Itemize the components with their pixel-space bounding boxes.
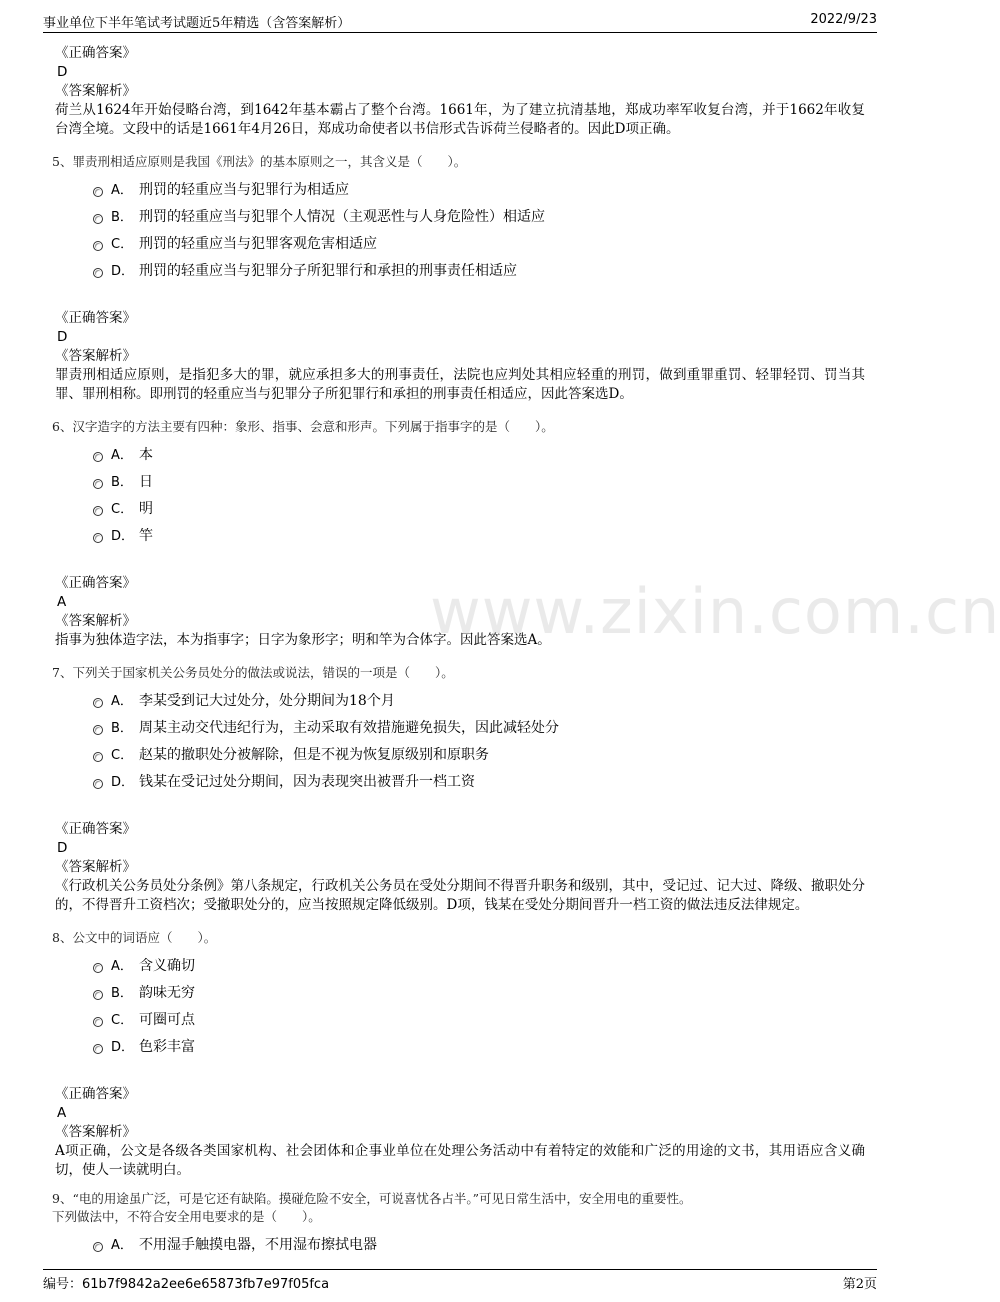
option-text: 韵味无穷 (139, 984, 195, 1001)
option-letter: B． (111, 986, 133, 1001)
option-letter: C． (111, 502, 134, 517)
option-letter: A． (111, 694, 133, 709)
explanation-label: 《答案解析》 (55, 348, 136, 364)
question-stem: 8、公文中的词语应（ ）。 (52, 930, 217, 945)
option-a[interactable] (93, 175, 865, 202)
option-text: 李某受到记大过处分，处分期间为18个月 (139, 692, 395, 709)
option-d[interactable] (93, 256, 865, 283)
radio-icon[interactable] (93, 1044, 103, 1054)
radio-icon[interactable] (93, 479, 103, 489)
explanation-text: 《行政机关公务员处分条例》第八条规定，行政机关公务员在受处分期间不得晋升职务和级别，其中，受记过、记大过、降级、撤职处分的，不得晋升工资档次；受撤职处分的，应当按照规定降低级别。D项，钱某在受处分期间晋升一档工资的做法违反法律规定。 (55, 878, 865, 913)
option-letter: A． (111, 448, 133, 463)
option-letter: B． (111, 475, 133, 490)
q4-answer-block (55, 44, 865, 139)
option-text: 本 (139, 446, 153, 463)
option-text: 刑罚的轻重应当与犯罪行为相适应 (139, 181, 349, 198)
question-stem: 7、下列关于国家机关公务员处分的做法或说法，错误的一项是（ ）。 (52, 665, 454, 680)
question-9 (52, 1190, 865, 1257)
option-text: 赵某的撤职处分被解除，但是不视为恢复原级别和原职务 (139, 746, 489, 763)
option-text: 日 (139, 473, 153, 490)
option-text: 钱某在受记过处分期间，因为表现突出被晋升一档工资 (139, 773, 475, 790)
radio-icon[interactable] (93, 752, 103, 762)
answer-label: 《正确答案》 (55, 45, 136, 61)
option-d[interactable] (93, 1032, 865, 1059)
option-letter: A． (111, 183, 133, 198)
question-8 (52, 929, 865, 1180)
option-c[interactable] (93, 740, 865, 767)
answer-value: D (57, 64, 68, 80)
answer-value: D (57, 329, 68, 345)
option-text: 不用湿手触摸电器，不用湿布擦拭电器 (139, 1236, 377, 1253)
option-b[interactable] (93, 202, 865, 229)
question-6 (52, 418, 865, 650)
question-stem: 6、汉字造字的方法主要有四种：象形、指事、会意和形声。下列属于指事字的是（ ）。 (52, 419, 554, 434)
option-text: 明 (139, 500, 153, 517)
option-list (55, 951, 865, 1059)
radio-icon[interactable] (93, 268, 103, 278)
radio-icon[interactable] (93, 990, 103, 1000)
radio-icon[interactable] (93, 506, 103, 516)
option-letter: D． (111, 529, 135, 544)
option-text: 刑罚的轻重应当与犯罪分子所犯罪行和承担的刑事责任相适应 (139, 262, 517, 279)
option-text: 刑罚的轻重应当与犯罪客观危害相适应 (139, 235, 377, 252)
option-list (55, 686, 865, 794)
option-letter: C． (111, 237, 134, 252)
option-d[interactable] (93, 521, 865, 548)
option-c[interactable] (93, 229, 865, 256)
option-letter: D． (111, 775, 135, 790)
option-letter: D． (111, 264, 135, 279)
option-b[interactable] (93, 467, 865, 494)
option-b[interactable] (93, 978, 865, 1005)
answer-value: A (57, 594, 67, 610)
radio-icon[interactable] (93, 698, 103, 708)
explanation-label: 《答案解析》 (55, 859, 136, 875)
option-text: 竿 (139, 527, 153, 544)
answer-value: A (57, 1105, 67, 1121)
radio-icon[interactable] (93, 187, 103, 197)
radio-icon[interactable] (93, 533, 103, 543)
radio-icon[interactable] (93, 963, 103, 973)
page-footer (43, 1269, 877, 1292)
radio-icon[interactable] (93, 241, 103, 251)
option-letter: B． (111, 721, 133, 736)
document-id-value: 61b7f9842a2ee6e65873fb7e97f05fca (82, 1277, 330, 1292)
explanation-text: 罪责刑相适应原则，是指犯多大的罪，就应承担多大的刑事责任，法院也应判处其相应轻重的刑罚，做到重罪重罚、轻罪轻罚、罚当其罪、罪刑相称。即刑罚的轻重应当与犯罪分子所犯罪行和承担的刑事责任相适应，因此答案选D。 (55, 367, 865, 402)
question-stem: 9、“电的用途虽广泛，可是它还有缺陷。摸碰危险不安全，可说喜忧各占半。”可见日常生活中，安全用电的重要性。 (52, 1191, 692, 1206)
option-letter: B． (111, 210, 133, 225)
answer-label: 《正确答案》 (55, 1086, 136, 1102)
document-title: 事业单位下半年笔试考试题近5年精选（含答案解析） (43, 16, 351, 31)
option-a[interactable] (93, 440, 865, 467)
option-letter: A． (111, 959, 133, 974)
option-list (55, 1230, 865, 1257)
watermark: www.zixin.com.cn (430, 575, 1000, 648)
option-list (55, 440, 865, 548)
radio-icon[interactable] (93, 779, 103, 789)
document-body (52, 44, 865, 1265)
option-text: 周某主动交代违纪行为，主动采取有效措施避免损失，因此减轻处分 (139, 719, 559, 736)
option-letter: C． (111, 748, 134, 763)
radio-icon[interactable] (93, 1017, 103, 1027)
option-letter: C． (111, 1013, 134, 1028)
explanation-label: 《答案解析》 (55, 83, 136, 99)
explanation-text: A项正确，公文是各级各类国家机构、社会团体和企事业单位在处理公务活动中有着特定的效能和广泛的用途的文书，其用语应含义确切，使人一读就明白。 (55, 1143, 865, 1178)
answer-label: 《正确答案》 (55, 310, 136, 326)
option-text: 可圈可点 (139, 1011, 195, 1028)
answer-label: 《正确答案》 (55, 575, 136, 591)
option-letter: D． (111, 1040, 135, 1055)
option-a[interactable] (93, 1230, 865, 1257)
option-b[interactable] (93, 713, 865, 740)
explanation-text: 指事为独体造字法，本为指事字；日字为象形字；明和竿为合体字。因此答案选A。 (55, 632, 551, 648)
radio-icon[interactable] (93, 452, 103, 462)
option-text: 色彩丰富 (139, 1038, 195, 1055)
radio-icon[interactable] (93, 725, 103, 735)
option-text: 含义确切 (139, 957, 195, 974)
option-text: 刑罚的轻重应当与犯罪个人情况（主观恶性与人身危险性）相适应 (139, 208, 545, 225)
option-a[interactable] (93, 686, 865, 713)
document-id (43, 1273, 329, 1292)
document-id-label: 编号： (43, 1277, 83, 1292)
option-c[interactable] (93, 1005, 865, 1032)
option-a[interactable] (93, 951, 865, 978)
option-c[interactable] (93, 494, 865, 521)
radio-icon[interactable] (93, 214, 103, 224)
explanation-label: 《答案解析》 (55, 1124, 136, 1140)
page-number: 第2页 (842, 1277, 877, 1292)
page-header (43, 12, 877, 33)
option-list (55, 175, 865, 283)
explanation-text: 荷兰从1624年开始侵略台湾，到1642年基本霸占了整个台湾。1661年，为了建立抗清基地，郑成功率军收复台湾，并于1662年收复台湾全境。文段中的话是1661年4月26日，郑成功命使者以书信形式告诉荷兰侵略者的。因此D项正确。 (55, 102, 865, 137)
question-5 (52, 153, 865, 404)
explanation-label: 《答案解析》 (55, 613, 136, 629)
answer-label: 《正确答案》 (55, 821, 136, 837)
question-stem-line2: 下列做法中，不符合安全用电要求的是（ ）。 (52, 1209, 321, 1224)
document-date: 2022/9/23 (810, 12, 877, 27)
option-letter: A． (111, 1238, 133, 1253)
answer-value: D (57, 840, 68, 856)
question-7 (52, 664, 865, 915)
question-stem: 5、罪责刑相适应原则是我国《刑法》的基本原则之一，其含义是（ ）。 (52, 154, 467, 169)
option-d[interactable] (93, 767, 865, 794)
radio-icon[interactable] (93, 1242, 103, 1252)
